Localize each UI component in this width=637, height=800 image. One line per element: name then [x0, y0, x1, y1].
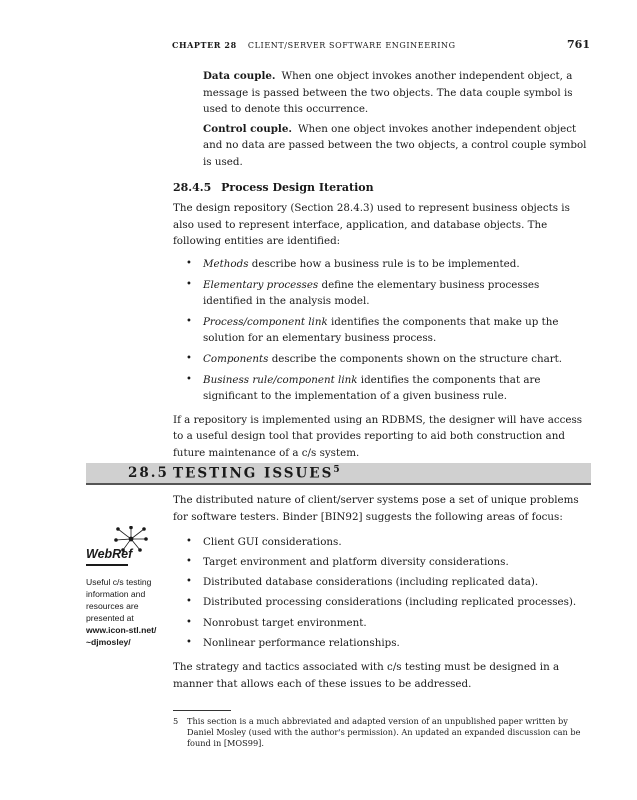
- subsection-intro: The design repository (Section 28.4.3) used to represent business objects is also used to represent interface, application, and database objects. The following entities are identified:: [173, 202, 570, 248]
- list-item: [173, 635, 591, 652]
- running-header-left: [172, 40, 456, 53]
- definition-text: When one object invokes another independent object and no data are passed between the two objects, a control couple symbol is used.: [203, 122, 587, 168]
- list-item: [173, 256, 591, 273]
- item-term: Methods: [203, 257, 249, 270]
- list-item: [173, 277, 591, 310]
- item-text: describe the components shown on the structure chart.: [268, 352, 563, 365]
- chapter-title: CLIENT/SERVER SOFTWARE ENGINEERING: [247, 41, 456, 50]
- list-item: [173, 534, 591, 551]
- webref-note: Useful c/s testing information and resources are presented at: [86, 577, 152, 623]
- item-text: describe how a business rule is to be implemented.: [248, 257, 520, 270]
- list-item: [173, 314, 591, 347]
- list-item: [173, 351, 591, 368]
- webref-underline: [86, 564, 128, 566]
- list-item: [173, 554, 591, 571]
- section-title-text: TESTING ISSUES: [173, 465, 334, 482]
- bullet-icon: •: [186, 596, 192, 608]
- bullet-icon: •: [186, 636, 192, 648]
- webref-margin-note: [86, 526, 166, 648]
- section-closing: The strategy and tactics associated with c/s testing must be designed in a manner that allows each of these issues to be addressed.: [173, 661, 560, 690]
- running-header: [172, 40, 590, 53]
- section-heading-bar: [86, 463, 591, 485]
- bullet-icon: •: [186, 352, 192, 364]
- footnote-rule: [173, 710, 231, 711]
- bullet-icon: •: [186, 536, 192, 548]
- definition-term: Data couple.: [203, 70, 276, 82]
- webref-url-link[interactable]: www.icon-stl.net/ ~djmosley/: [86, 625, 157, 647]
- definition-data-couple: [173, 68, 591, 118]
- section-title: [173, 465, 340, 482]
- item-text: Distributed processing considerations (including replicated processes).: [203, 596, 577, 609]
- item-term: Business rule/component link: [203, 373, 358, 386]
- chapter-label: CHAPTER 28: [172, 40, 237, 50]
- item-text: identifies the components that make up the solution for an elementary business process.: [203, 315, 559, 345]
- footnote-number: 5: [173, 716, 179, 726]
- list-item: [173, 594, 591, 611]
- section-intro: The distributed nature of client/server systems pose a set of unique problems for software testers. Binder [BIN92] suggests the following areas of focus:: [173, 494, 579, 523]
- item-term: Process/component link: [203, 315, 328, 328]
- lower-body: [173, 492, 591, 692]
- subsection-title: Process Design Iteration: [221, 180, 374, 194]
- bullet-icon: •: [186, 257, 192, 269]
- subsection-heading: [173, 180, 591, 197]
- item-text: Distributed database considerations (including replicated data).: [203, 576, 539, 589]
- bullet-icon: •: [186, 616, 192, 628]
- item-term: Components: [203, 352, 269, 365]
- bullet-icon: •: [186, 556, 192, 568]
- list-item: [173, 574, 591, 591]
- section-number: 28.5: [128, 465, 169, 481]
- item-text: Nonrobust target environment.: [203, 616, 367, 629]
- bullet-icon: •: [186, 576, 192, 588]
- footnote-text: This section is a much abbreviated and adapted version of an unpublished paper written by Daniel Mosley (used with the author's permission). An updated an expanded discussion can be found in [MOS99].: [187, 716, 581, 748]
- list-item: [173, 615, 591, 632]
- item-text: Nonlinear performance relationships.: [203, 636, 400, 649]
- item-text: define the elementary business processes identified in the analysis model.: [203, 278, 540, 308]
- bullet-icon: •: [186, 373, 192, 385]
- bullet-icon: •: [186, 315, 192, 327]
- item-term: Elementary processes: [203, 278, 319, 291]
- footnote-reference[interactable]: 5: [333, 465, 340, 475]
- list-item: [173, 372, 591, 405]
- definition-term: Control couple.: [203, 122, 292, 135]
- page-number: 761: [567, 38, 590, 51]
- definition-text: When one object invokes another independent object, a message is passed between the two objects. The data couple symbol is used to denote this occurrence.: [203, 70, 573, 116]
- footnote: [173, 716, 591, 749]
- webref-logo-text: WebRef: [86, 547, 133, 561]
- item-text: Target environment and platform diversity considerations.: [203, 556, 509, 569]
- item-text: identifies the components that are significant to the implementation of a given business rule.: [203, 373, 541, 403]
- bullet-icon: •: [186, 278, 192, 290]
- definition-control-couple: [173, 121, 591, 171]
- subsection-number: 28.4.5: [173, 180, 212, 194]
- webref-logo: [86, 526, 166, 566]
- subsection-closing: If a repository is implemented using an RDBMS, the designer will have access to a useful design tool that provides reporting to aid both construction and future maintenance of a c/s system.: [173, 413, 583, 459]
- focus-list: [173, 534, 591, 651]
- upper-body: [173, 68, 591, 461]
- item-text: Client GUI considerations.: [203, 536, 342, 549]
- entity-list: [173, 256, 591, 405]
